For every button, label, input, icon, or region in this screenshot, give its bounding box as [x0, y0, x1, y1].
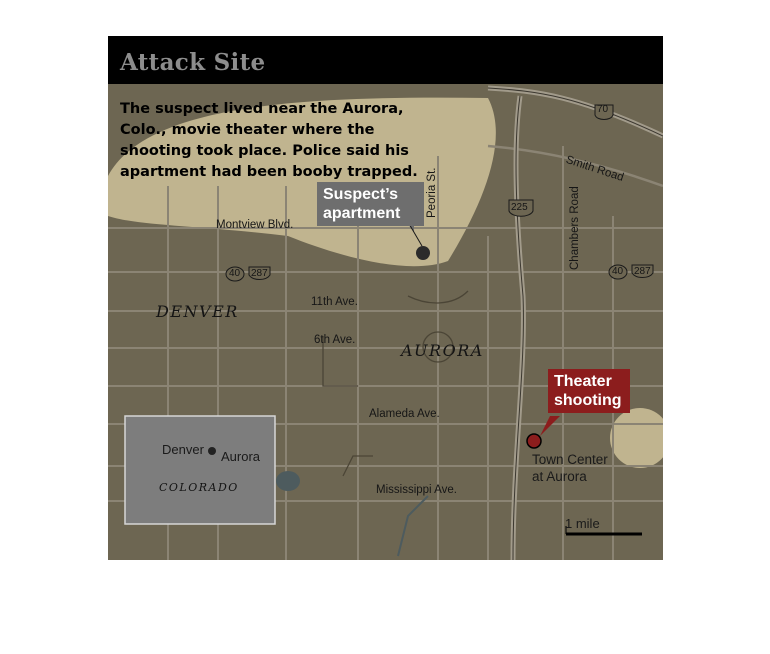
road-mississippi: Mississippi Ave. — [376, 484, 457, 496]
theater-label: Theater shooting — [554, 373, 622, 409]
theater-marker — [527, 434, 541, 448]
inset-state-label: COLORADO — [159, 481, 239, 494]
road-smith: Smith Road — [564, 154, 626, 184]
intro-text: The suspect lived near the Aurora, Colo., movie theater where the shooting took place. Police said his apartment had been booby trapped. — [120, 101, 418, 180]
lake — [276, 471, 300, 491]
town-center-label: Town Center at Aurora — [532, 452, 608, 484]
scale-label: 1 mile — [565, 516, 600, 531]
shield-40-east-label: 40 — [612, 266, 624, 277]
theater-callout — [548, 369, 630, 413]
place-aurora: AURORA — [401, 341, 484, 360]
road-6th: 6th Ave. — [314, 334, 356, 346]
apartment-callout — [317, 182, 424, 226]
shield-287-east-label: 287 — [634, 266, 651, 277]
shield-287-west-label: 287 — [251, 268, 268, 279]
inset-city-dot — [208, 447, 216, 455]
shield-70-label: 70 — [597, 104, 609, 115]
apartment-label: Suspect’s apartment — [323, 186, 401, 222]
inset-aurora-label: Aurora — [221, 449, 261, 464]
road-alameda: Alameda Ave. — [369, 408, 440, 420]
apartment-marker — [416, 246, 430, 260]
place-denver: DENVER — [156, 302, 239, 321]
road-montview: Montview Blvd. — [216, 219, 294, 231]
shield-40-west-label: 40 — [229, 268, 241, 279]
road-chambers: Chambers Road — [569, 186, 581, 270]
shield-225-label: 225 — [511, 202, 528, 213]
road-peoria: Peoria St. — [426, 167, 438, 218]
inset-colorado — [125, 416, 275, 524]
map-title: Attack Site — [120, 49, 266, 76]
title-bar — [108, 36, 663, 84]
map-graphic — [108, 36, 663, 560]
inset-denver-label: Denver — [162, 442, 204, 457]
road-11th: 11th Ave. — [311, 296, 358, 308]
